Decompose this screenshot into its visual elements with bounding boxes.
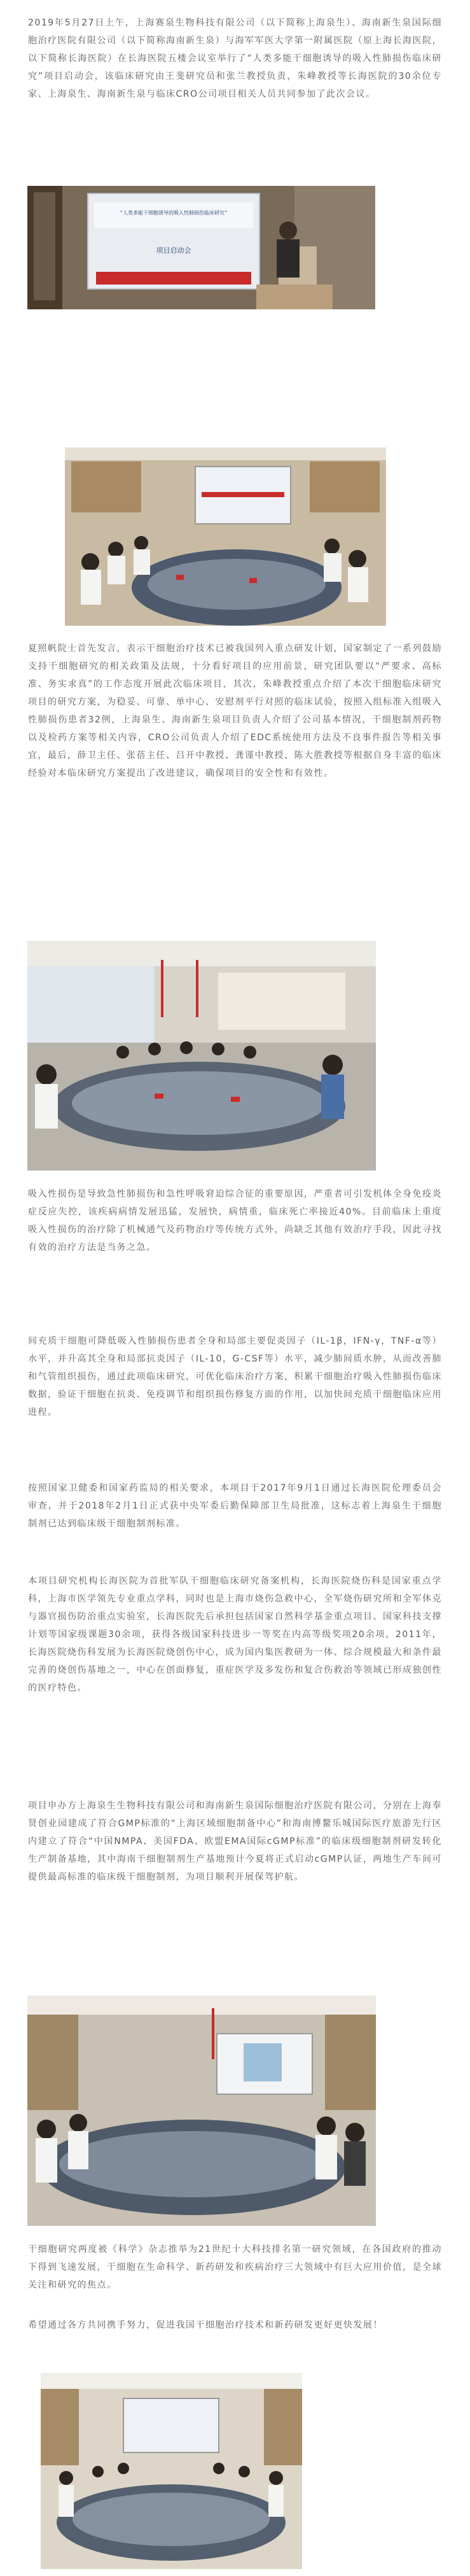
photo-meeting-wide — [27, 941, 376, 1171]
paragraph-injury-background: 吸入性损伤是导致急性肺损伤和急性呼吸窘迫综合征的重要原因，严重者可引发机体全身免疫炎症反应失控，该疾病病情发展迅猛，发展快，病情重，临床死亡率接近40%。目前临床上重度吸入性损伤的治疗除了机械通气及药物治疗等传统方式外，尚缺乏其他有效治疗手段，因此寻找有效的治疗方法是当务之急。 — [28, 1189, 442, 1253]
paragraph-speeches: 夏照帆院士首先发言，表示干细胞治疗技术已被我国列入重点研发计划，国家制定了一系列鼓励支持干细胞研究的相关政策及法规，十分看好项目的应用前景，研究团队要以“严要求、高标准、务实求真”的工作态度开展此次临床项目，其次，朱峰教授重点介绍了本次干细胞临床研究项目的研究方案，为稳妥、可靠、单中心、安慰剂平行对照的临床试验，按照入组标准入组吸入性肺损伤患者32例，上海泉生、海南新生泉项目负责人介绍了公司基本情况，干细胞制剂药物以及检药方案等相关内容，CRO公司负责人介绍了EDC系统使用方法及不良事件报告等相关事宜，最后，薛卫主任、张蓓主任、吕开中教授、龚谨中教授、陈大胜教授等根据自身丰富的临床经验对本临床研究方案提出了改进建议，确保项目的安全性和有效性。 — [28, 644, 442, 778]
slide-title: “人类多能干细胞诱导的吸入性肺损伤临床研究” — [120, 210, 228, 216]
paragraph-closing: 希望通过各方共同携手努力，促进我国干细胞治疗技术和新药研发更好更快发展！ — [28, 2320, 383, 2330]
paragraph-sponsor: 项目申办方上海泉生生物科技有限公司和海南新生泉国际细胞治疗医院有限公司，分别在上海奉贤创业园建成了符合GMP标准的“上海区域细胞制备中心”和海南博鳌乐城国际医疗旅游先行区内建立了符合“中国NMPA、美国FDA、欧盟EMA国际cGMP标准”的临床级细胞制剂研发转化生产制备基地，其中海南干细胞制剂生产基地预计今夏将正式启动cGMP认证，两地生产车间可提供最高标准的临床级干细胞制剂，为项目顺利开展保驾护航。 — [28, 1801, 442, 1882]
paragraph-intro: 2019年5月27日上午，上海赛泉生物科技有限公司（以下简称上海泉生）、海南新生泉国际细胞治疗医院有限公司（以下简称海南新生泉）与海军军医大学第一附属医院（原上海长海医院，以下简称长海医院）在长海医院五楼会议室举行了“人类多能干细胞诱导的吸入性肺损伤临床研究”项目启动会，该临床研究由王斐研究员和张兰教授负责，朱峰教授等长海医院的30余位专家、上海泉生、海南新生泉与临床CRO公司项目相关人员共同参加了此次会议。 — [28, 18, 442, 99]
photo-presentation — [27, 1995, 376, 2226]
slide-subtitle: 项目启动会 — [156, 246, 191, 255]
paragraph-research-field: 干细胞研究两度被《科学》杂志推举为21世纪十大科技排名第一研究领域，在各国政府的推动下得到飞速发展，干细胞在生命科学、新药研发和疾病治疗三大领域中有巨大应用价值，是全球关注和研究的焦点。 — [28, 2244, 442, 2290]
photo-group-overview — [41, 2373, 302, 2569]
photo-speaker-slide — [27, 186, 375, 309]
paragraph-msc-mechanism: 间充质干细胞可降低吸入性肺损伤患者全身和局部主要促炎因子（IL-1β，IFN-γ，TNF-α等）水平，并升高其全身和局部抗炎因子（IL-10，G-CSF等）水平，减少肺间质水肿，从而改善肺和气管组织损伤，通过此项临床研究，可优化临床治疗方案，积累干细胞治疗吸入性肺损伤临床数据，验证干细胞在抗炎、免疫调节和组织损伤修复方面的作用，以加快间充质干细胞临床应用进程。 — [28, 1336, 442, 1418]
paragraph-institution: 本项目研究机构长海医院为首批军队干细胞临床研究备案机构，长海医院烧伤科是国家重点学科，上海市医学领先专业重点学科，同时也是上海市烧伤急救中心，全军烧伤研究所和全军休克与器官损伤防治重点实验室，长海医院先后承担包括国家自然科学基金重点项目、国家科技支撑计划等国家级课题30余项，获得各级国家科技进步一等奖在内高等级奖项20余项，2011年，长海医院烧伤科发展为长海医院烧创伤中心，成为国内集医教研为一体、综合规模最大和条件最完善的烧创伤基地之一，中心在创面修复，重症医学及多发伤和复合伤救治等领域已形成独创性的医疗特色。 — [28, 1576, 442, 1693]
photo-meeting-room — [65, 447, 386, 626]
paragraph-approval: 按照国家卫健委和国家药监局的相关要求，本项目于2017年9月1日通过长海医院伦理委员会审查，并于2018年2月1日正式获中央军委后勤保障部卫生局批准，这标志着上海泉生干细胞制剂已达到临床级干细胞制剂标准。 — [28, 1483, 442, 1529]
